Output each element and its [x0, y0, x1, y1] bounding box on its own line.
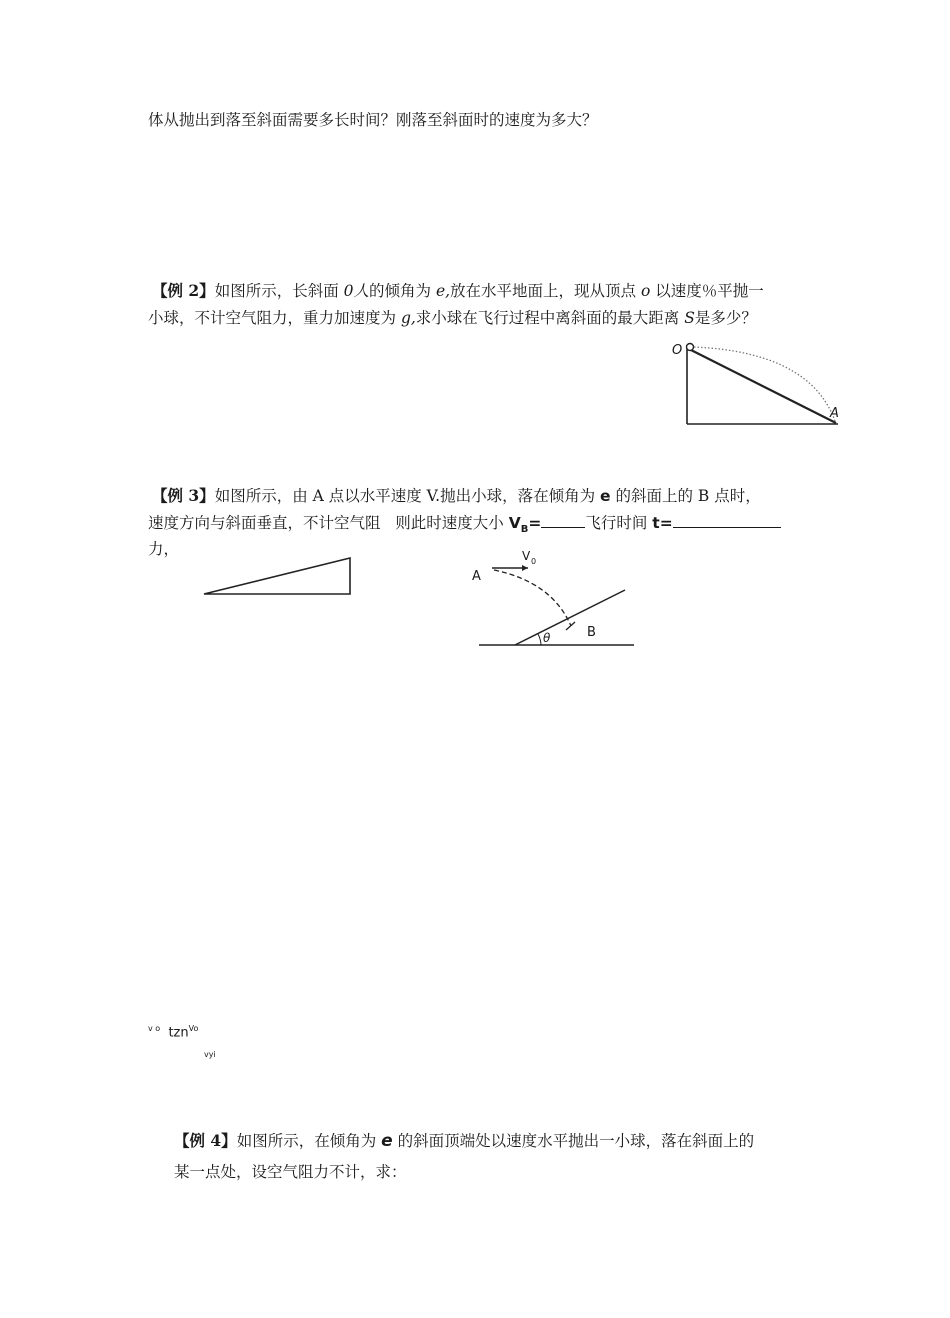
incline-line: [515, 590, 625, 645]
arrowhead-icon: [522, 565, 528, 571]
text: 抛出小球，落在倾角为: [440, 487, 601, 505]
text: 是多少？: [694, 309, 757, 327]
gravity-symbol: g,: [400, 309, 416, 327]
label-o: O: [672, 343, 683, 358]
text: 速度方向与斜面垂直，不计空气阻: [148, 514, 381, 532]
label-theta: θ: [543, 631, 551, 645]
impact-mark: [566, 622, 575, 630]
slope-name: 0人: [343, 282, 369, 300]
text: 如图所示，长斜面: [214, 282, 344, 300]
theta-symbol: e: [381, 1131, 393, 1151]
example4-line2: [174, 1162, 407, 1182]
point-o: o: [640, 282, 651, 300]
example2-tag: 【例 2】: [152, 281, 215, 300]
label-v0: V: [522, 549, 531, 563]
label-v0-sub: 0: [531, 557, 537, 566]
text: 某一点处，设空气阻力不计，求：: [174, 1163, 407, 1181]
angle-symbol: e,: [435, 282, 451, 300]
vb-symbol: V: [508, 514, 521, 532]
text: 则此时速度大小: [395, 514, 509, 532]
example4-tag: 【例 4】: [174, 1131, 237, 1150]
formula-fragment-2: [204, 1045, 216, 1065]
vb-subscript: B: [520, 524, 529, 536]
intro-line: 体从抛出到落至斜面需要多长时间？刚落至斜面时的速度为多大？: [148, 111, 598, 129]
subscript-dot: .: [435, 487, 441, 505]
label-b: B: [587, 625, 596, 640]
vo-sup: v o: [148, 1024, 161, 1033]
text: 放在水平地面上，现从顶点: [450, 282, 641, 300]
text: 力，: [148, 540, 180, 558]
text: 如图所示，由 A 点以水平速度 V: [214, 487, 436, 505]
vo-superscript: Vo: [188, 1024, 199, 1033]
example3-tag: 【例 3】: [152, 486, 215, 505]
text: 以速度％平抛一: [650, 282, 764, 300]
text: 小球，不计空气阻力，重力加速度为: [148, 309, 401, 327]
text: 求小球在飞行过程中离斜面的最大距离: [415, 309, 685, 327]
tzn-text: tzn: [168, 1025, 189, 1041]
text: 的倾角为: [369, 282, 436, 300]
vyi-text: vyi: [204, 1050, 216, 1059]
trajectory-dashed: [494, 570, 571, 626]
theta-symbol: e: [600, 487, 611, 505]
text: 的斜面顶端处以速度水平抛出一小球，落在斜面上的: [392, 1132, 755, 1150]
label-a: A: [472, 569, 481, 584]
example4-line1: [174, 1131, 754, 1151]
label-a: A: [830, 406, 839, 421]
t-symbol: t=: [652, 514, 673, 532]
angle-arc: [538, 634, 541, 645]
equals: =: [528, 514, 542, 532]
distance-symbol: S: [684, 309, 695, 327]
text: 飞行时间: [585, 514, 653, 532]
formula-fragment: [148, 1019, 198, 1043]
text: 如图所示，在倾角为: [236, 1132, 382, 1150]
text: 的斜面上的 B 点时，: [610, 487, 761, 505]
